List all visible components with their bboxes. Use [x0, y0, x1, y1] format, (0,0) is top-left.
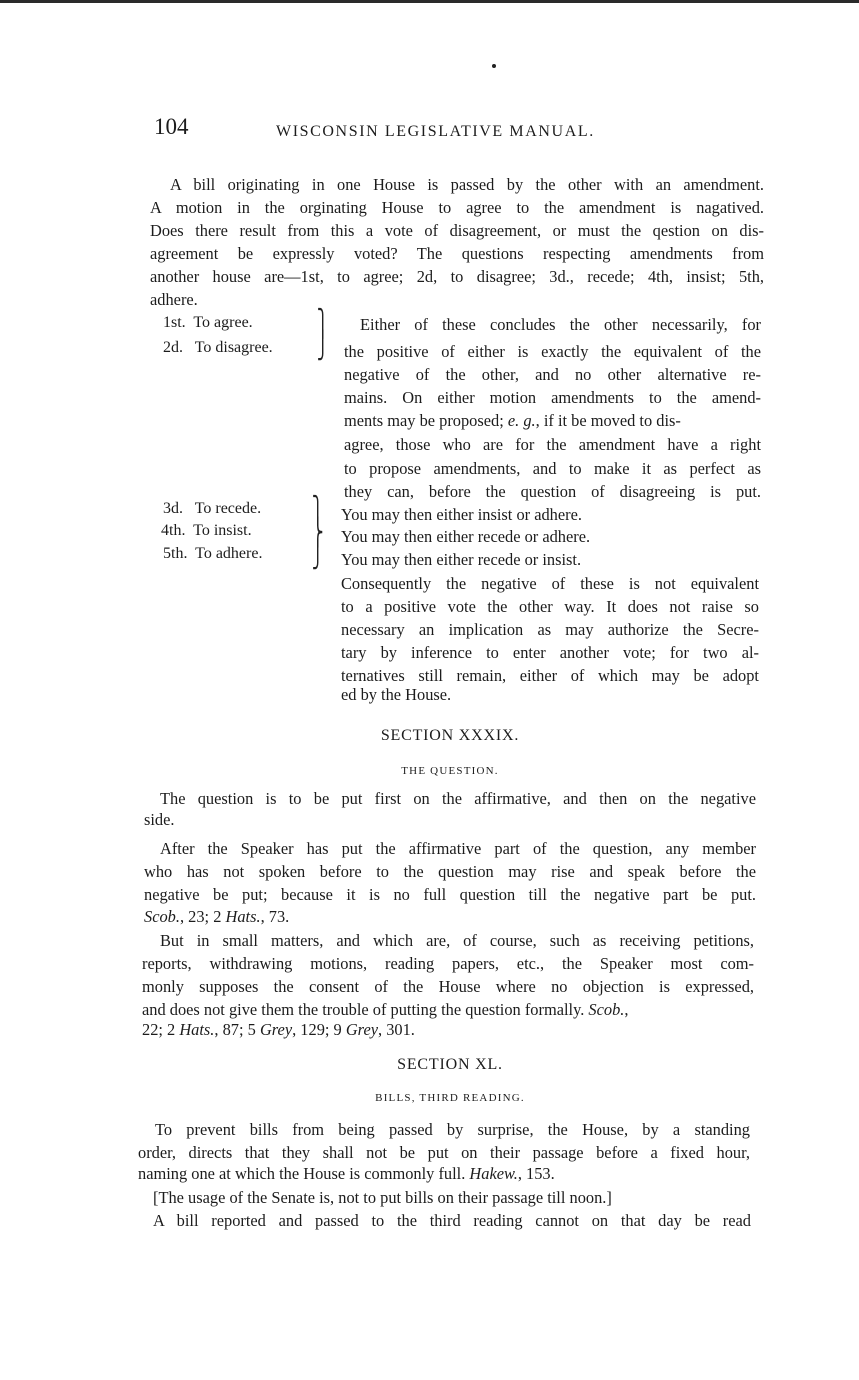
citation: Scob.	[144, 907, 180, 926]
motion-label: 4th. To insist.	[161, 522, 252, 539]
motion-text-line	[344, 410, 761, 433]
motion-text-line: You may then either insist or adhere.	[341, 505, 582, 524]
body-line: The question is to be put first on the affirmative, and then on the negative	[160, 789, 756, 808]
motion-text-line: agree, those who are for the amendment have a right	[344, 435, 761, 454]
text-span: , 129; 9	[292, 1020, 346, 1039]
ink-speck	[492, 64, 496, 68]
text-span: naming one at which the House is commonly full.	[138, 1164, 470, 1183]
text-span: 22; 2	[142, 1020, 180, 1039]
brace-icon: ⎬	[311, 518, 324, 547]
motion-label: 1st. To agree.	[163, 314, 253, 331]
citation: Scob.	[588, 1000, 625, 1019]
motion-text-line: tary by inference to enter another vote; for two al-	[341, 643, 759, 662]
body-line	[142, 1019, 415, 1042]
body-line	[138, 1163, 555, 1186]
motion-text-line: the positive of either is exactly the equivalent of the	[344, 342, 761, 361]
body-line: A bill reported and passed to the third reading cannot on that day be read	[153, 1211, 751, 1230]
motion-label: 5th. To adhere.	[163, 545, 263, 562]
motion-text-line: You may then either recede or insist.	[341, 550, 582, 569]
intro-line: adhere.	[150, 290, 198, 309]
motion-label: 2d. To disagree.	[163, 339, 273, 356]
section-39-subtitle: THE QUESTION.	[401, 765, 499, 777]
motion-text-line: ed by the House.	[341, 685, 452, 704]
motion-text-line: they can, before the question of disagreeing is put.	[344, 482, 761, 501]
text-span: ments may be proposed;	[344, 411, 508, 430]
body-line: side.	[144, 810, 175, 829]
eg-abbrev: e. g.	[507, 411, 536, 430]
motion-label: 3d. To recede.	[163, 500, 262, 517]
section-40-title: SECTION XL.	[397, 1056, 503, 1073]
body-line: and does not give them the trouble of putting the question formally. Scob.,	[142, 1000, 629, 1019]
citation: Grey	[259, 1020, 293, 1039]
intro-line: Does there result from this a vote of disagreement, or must the qestion on dis-	[150, 221, 764, 240]
motion-text-line: negative of the other, and no other alternative re-	[344, 365, 761, 384]
text-span: , if it be moved to dis-	[535, 411, 681, 430]
page-edge-line	[0, 0, 859, 3]
body-line	[144, 906, 289, 929]
text-span: , 73.	[260, 907, 290, 926]
intro-line: A motion in the orginating House to agree to the amendment is nagatived.	[150, 198, 764, 217]
motion-text-line: ternatives still remain, either of which may be adopt	[341, 666, 759, 685]
text-span: , 87; 5	[214, 1020, 260, 1039]
intro-line: another house are—1st, to agree; 2d, to disagree; 3d., recede; 4th, insist; 5th,	[150, 267, 764, 286]
body-line: [The usage of the Senate is, not to put bills on their passage till noon.]	[153, 1188, 612, 1207]
body-line: But in small matters, and which are, of course, such as receiving petitions,	[160, 931, 754, 950]
section-40-subtitle: BILLS, THIRD READING.	[375, 1092, 525, 1104]
text-span: and does not give them the trouble of putting the question formally.	[142, 1000, 589, 1019]
intro-line: agreement be expressly voted? The questions respecting amendments from	[150, 244, 764, 263]
brace-icon: ⎫	[311, 496, 324, 525]
citation: Hats.	[225, 907, 261, 926]
motion-text-line: Either of these concludes the other necessarily, for	[360, 315, 761, 334]
brace-icon: ⎭	[316, 331, 329, 360]
motion-text-line: to propose amendments, and to make it as perfect as	[344, 459, 761, 478]
running-head: WISCONSIN LEGISLATIVE MANUAL.	[276, 123, 595, 140]
section-39-title: SECTION XXXIX.	[380, 727, 520, 744]
citation: Hakew.	[469, 1164, 518, 1183]
text-span: , 153.	[517, 1164, 555, 1183]
motion-text-line: You may then either recede or adhere.	[341, 527, 591, 546]
page-number: 104	[154, 114, 189, 139]
body-line: After the Speaker has put the affirmative part of the question, any member	[160, 839, 756, 858]
motion-text-line: mains. On either motion amendments to the amend-	[344, 388, 761, 407]
citation: Hats.	[179, 1020, 215, 1039]
text-span: , 301.	[378, 1020, 415, 1039]
body-line: monly supposes the consent of the House where no objection is expressed,	[142, 977, 754, 996]
motion-text-line: necessary an implication as may authorize the Secre-	[341, 620, 759, 639]
text-span: , 23; 2	[179, 907, 226, 926]
body-line: reports, withdrawing motions, reading papers, etc., the Speaker most com-	[142, 954, 754, 973]
intro-line: A bill originating in one House is passed by the other with an amendment.	[170, 175, 764, 194]
brace-icon: ⎭	[311, 540, 324, 569]
motion-text-line: to a positive vote the other way. It does not raise so	[341, 597, 759, 616]
body-line: negative be put; because it is no full question till the negative part be put.	[144, 885, 756, 904]
motion-text-line: Consequently the negative of these is not equivalent	[341, 574, 759, 593]
body-line: order, directs that they shall not be put on their passage before a fixed hour,	[138, 1143, 750, 1162]
body-line: To prevent bills from being passed by surprise, the House, by a standing	[155, 1120, 750, 1139]
page-header	[150, 114, 762, 150]
body-line: who has not spoken before to the question may rise and speak before the	[144, 862, 756, 881]
brace-icon: ⎫	[316, 309, 329, 338]
citation: Grey	[345, 1020, 379, 1039]
